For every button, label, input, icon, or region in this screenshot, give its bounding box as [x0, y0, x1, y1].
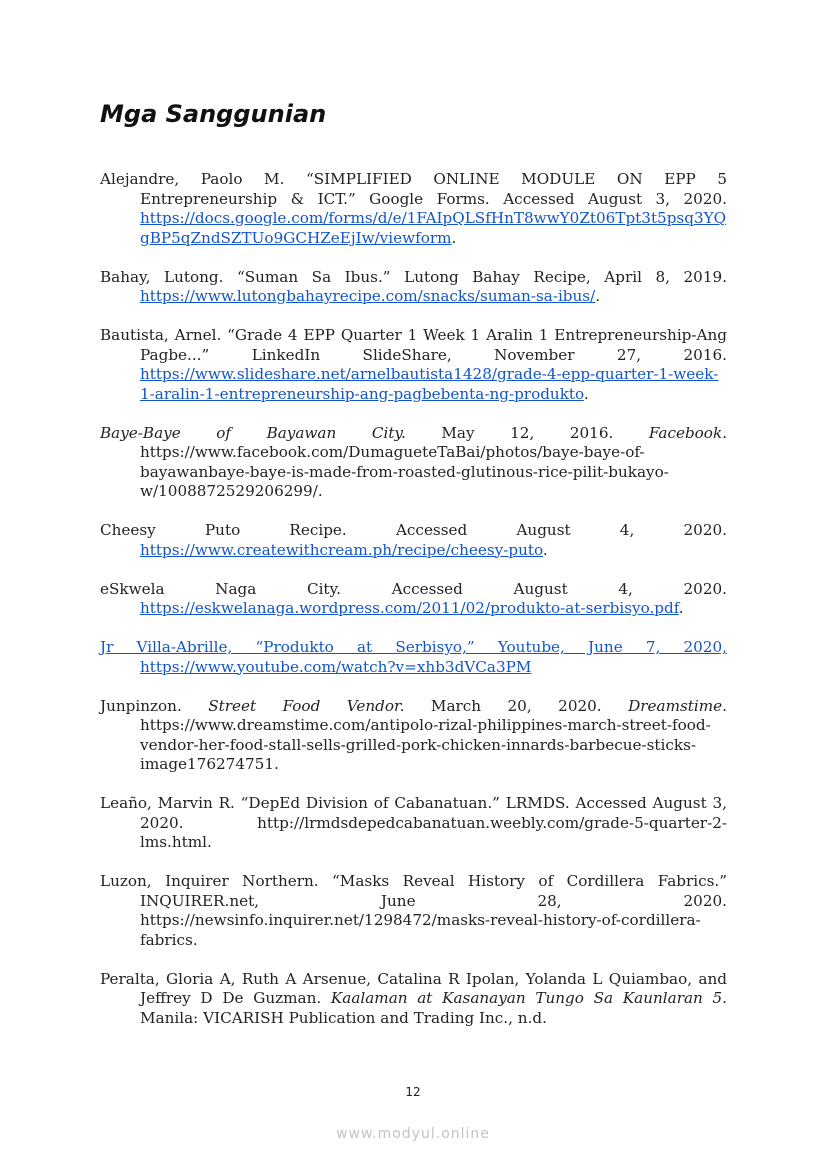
reference-link[interactable]: https://www.slideshare.net/arnelbautista1428/grade-4-epp-quarter-1-week-1-aralin-1-entrepreneurship-ang-pagbebenta-ng-produkto	[140, 365, 719, 403]
watermark: www.modyul.online	[336, 1126, 490, 1142]
reference-link[interactable]: https://docs.google.com/forms/d/e/1FAIpQLSfHnT8wwY0Zt06Tpt3t5psq3YQgBP5qZndSZTUo9GCHZeEjIw/viewform	[140, 209, 727, 247]
reference-text: Peralta, Gloria A, Ruth A Arsenue, Catalina R Ipolan, Yolanda L Quiambao, and Jeffrey D De Guzman.	[100, 969, 727, 1007]
reference-text: .	[678, 599, 684, 617]
reference-list	[100, 170, 727, 1048]
reference-entry-bahay	[100, 268, 727, 307]
reference-text: Bahay, Lutong. “Suman Sa Ibus.” Lutong Bahay Recipe, April 8, 2019.	[100, 267, 727, 286]
reference-entry-villa-abrille[interactable]: Jr Villa-Abrille, “Produkto at Serbisyo,” Youtube, June 7, 2020, https://www.youtube.com/watch?v=xhb3dVCa3PM	[100, 638, 727, 676]
reference-text: May 12, 2016.	[405, 423, 649, 442]
reference-entry-junpinzon	[100, 697, 727, 775]
reference-text: Junpinzon.	[100, 696, 209, 715]
reference-source: Dreamstime.	[628, 696, 727, 715]
reference-source: Facebook.	[648, 423, 727, 442]
reference-link[interactable]: https://www.createwithcream.ph/recipe/cheesy-puto	[140, 540, 543, 559]
reference-text: Cheesy Puto Recipe. Accessed August 4, 2020.	[100, 521, 727, 539]
reference-text: .	[542, 540, 548, 559]
page-number: 12	[405, 1085, 421, 1099]
reference-text: https://www.dreamstime.com/antipolo-rizal-philippines-march-street-food-vendor-her-food-stall-sells-grilled-pork-chicken-innards-barbecue-sticks-image176274751.	[140, 716, 711, 773]
reference-text: eSkwela Naga City. Accessed August 4, 2020.	[100, 579, 727, 598]
reference-link[interactable]: https://www.lutongbahayrecipe.com/snacks/suman-sa-ibus/	[140, 287, 596, 305]
reference-entry-cheesy-puto	[100, 521, 727, 560]
reference-text: https://www.facebook.com/DumagueteTaBai/photos/baye-baye-of-bayawanbaye-baye-is-made-from-roasted-glutinous-rice-pilit-bukayo-w/1008872529206299/.	[140, 443, 669, 500]
reference-entry-eskwela	[100, 580, 727, 619]
reference-text: .	[451, 228, 457, 247]
reference-entry-baye-baye	[100, 424, 727, 502]
reference-title: Street Food Vendor.	[208, 696, 405, 715]
reference-title: Baye-Baye of Bayawan City.	[100, 423, 406, 442]
reference-text: .	[595, 287, 601, 305]
reference-entry-luzon: Luzon, Inquirer Northern. “Masks Reveal History of Cordillera Fabrics.” INQUIRER.net, June 28, 2020. https://newsinfo.inquirer.net/1298472/masks-reveal-history-of-cordillera-fabrics.	[100, 872, 727, 949]
reference-text: Bautista, Arnel. “Grade 4 EPP Quarter 1 Week 1 Aralin 1 Entrepreneurship-Ang Pagbe...” LinkedIn SlideShare, November 27, 2016.	[100, 326, 727, 364]
reference-link[interactable]: https://eskwelanaga.wordpress.com/2011/02/produkto-at-serbisyo.pdf	[140, 599, 679, 617]
reference-entry-leano: Leaño, Marvin R. “DepEd Division of Cabanatuan.” LRMDS. Accessed August 3, 2020. http://lrmdsdepedcabanatuan.weebly.com/grade-5-quarter-2-lms.html.	[100, 794, 727, 851]
reference-text: Alejandre, Paolo M. “SIMPLIFIED ONLINE MODULE ON EPP 5 Entrepreneurship & ICT.” Google Forms. Accessed August 3, 2020.	[100, 170, 727, 208]
page-heading: Mga Sanggunian	[100, 100, 327, 128]
reference-entry-alejandre	[100, 170, 727, 248]
reference-text: Manila: VICARISH Publication and Trading Inc., n.d.	[140, 1008, 547, 1027]
reference-entry-bautista	[100, 326, 727, 404]
reference-text: .	[583, 384, 589, 403]
reference-title: Kaalaman at Kasanayan Tungo Sa Kaunlaran 5.	[330, 989, 728, 1007]
reference-text: March 20, 2020.	[404, 696, 629, 715]
reference-entry-peralta	[100, 970, 727, 1029]
